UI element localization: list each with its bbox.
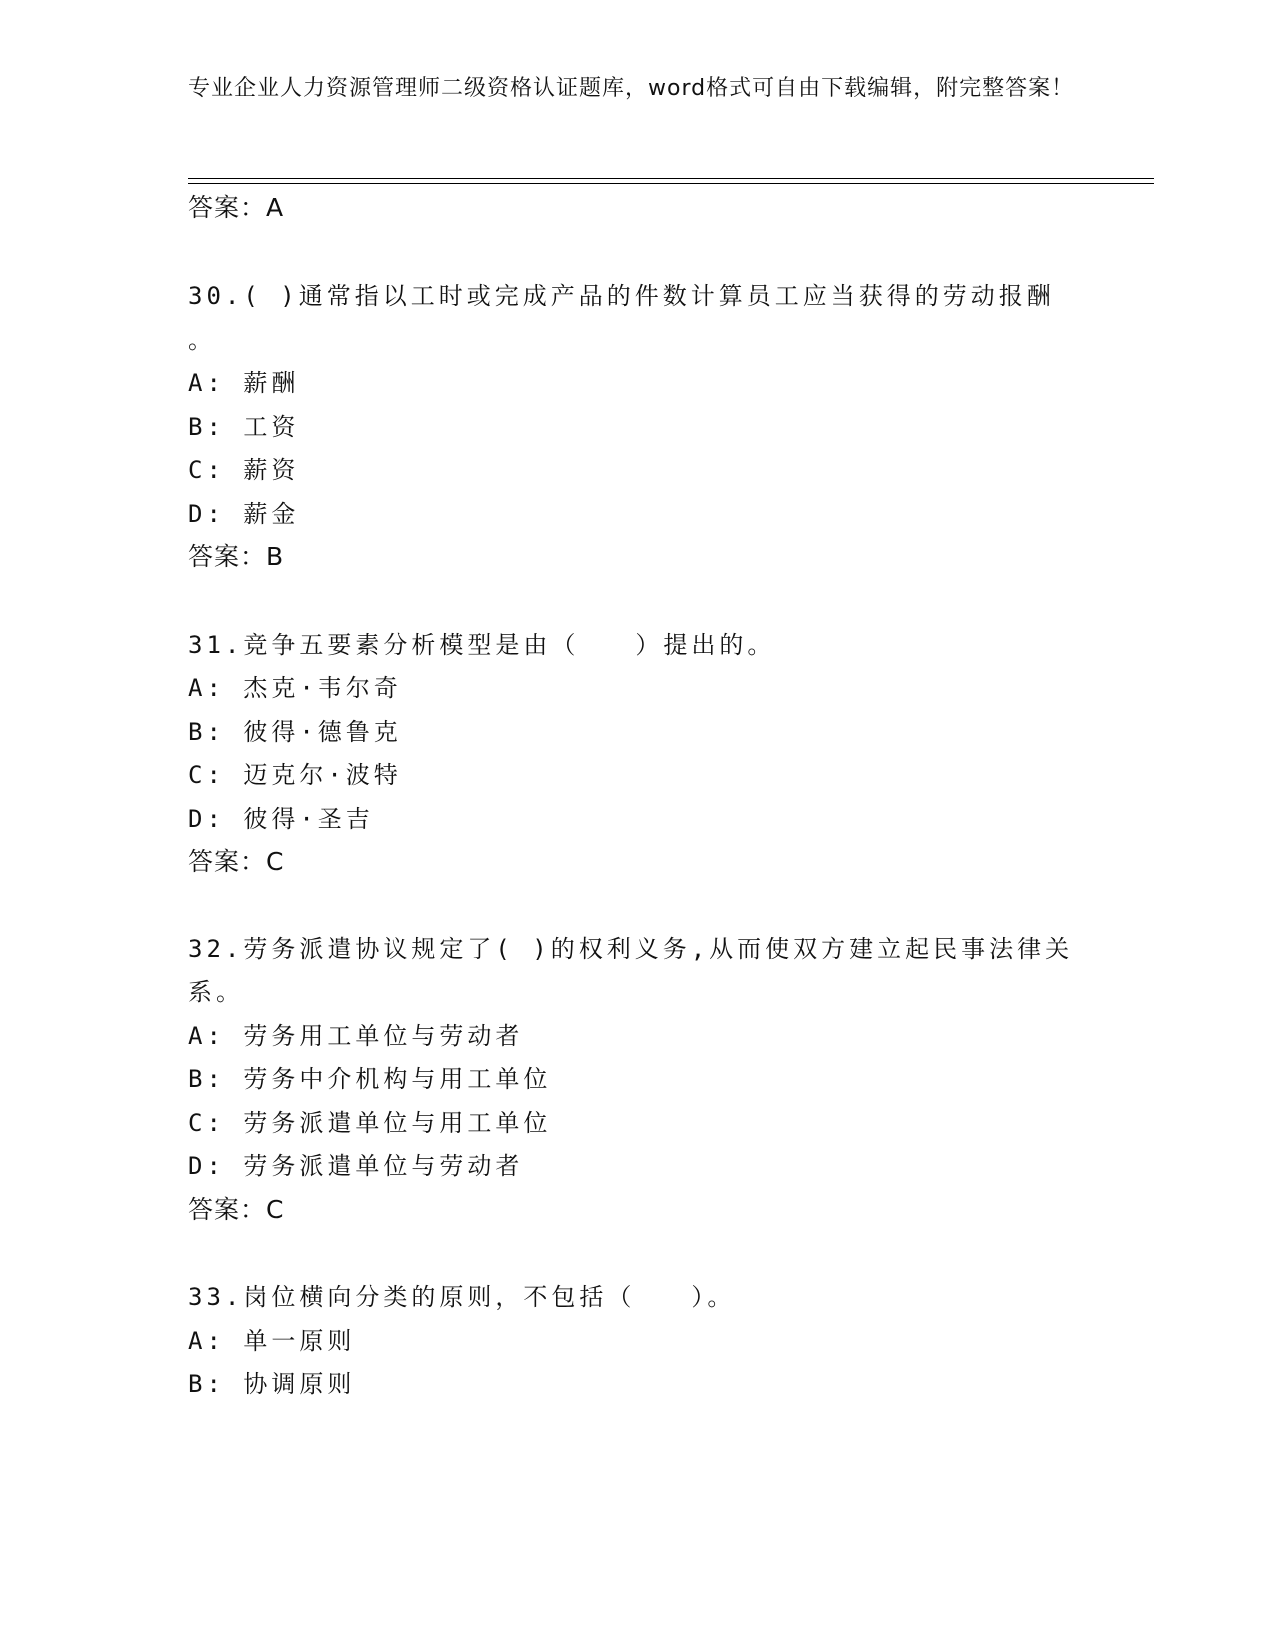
document-header: 专业企业人力资源管理师二级资格认证题库，word格式可自由下载编辑，附完整答案！	[188, 76, 1075, 101]
question-31-option-d: D: 彼得·圣吉	[188, 805, 374, 833]
question-32-text: 32.劳务派遣协议规定了( )的权利义务,从而使双方建立起民事法律关	[188, 935, 1074, 963]
question-32-option-c: C: 劳务派遣单位与用工单位	[188, 1109, 552, 1137]
question-33-option-a: A: 单一原则	[188, 1327, 356, 1355]
question-30-text-cont: 。	[188, 326, 216, 354]
question-33-text: 33.岗位横向分类的原则，不包括（ ）。	[188, 1283, 736, 1311]
question-30-option-d: D: 薪金	[188, 500, 300, 528]
question-30-answer: 答案：B	[188, 542, 285, 571]
header-divider-bottom	[188, 183, 1154, 184]
question-32-option-a: A: 劳务用工单位与劳动者	[188, 1022, 524, 1050]
question-31-answer: 答案：C	[188, 847, 285, 876]
question-30-option-c: C: 薪资	[188, 456, 300, 484]
question-32-answer: 答案：C	[188, 1195, 285, 1224]
question-32-option-b: B: 劳务中介机构与用工单位	[188, 1065, 552, 1093]
question-32-text-cont: 系。	[188, 978, 244, 1006]
question-30-option-a: A: 薪酬	[188, 369, 300, 397]
question-33-option-b: B: 协调原则	[188, 1370, 356, 1398]
answer-line: 答案：A	[188, 193, 285, 222]
question-31-text: 31.竞争五要素分析模型是由（ ）提出的。	[188, 631, 776, 659]
question-30-text: 30.( )通常指以工时或完成产品的件数计算员工应当获得的劳动报酬	[188, 282, 1055, 310]
question-31-option-b: B: 彼得·德鲁克	[188, 718, 402, 746]
question-31-option-c: C: 迈克尔·波特	[188, 761, 402, 789]
question-30-option-b: B: 工资	[188, 413, 300, 441]
question-32-option-d: D: 劳务派遣单位与劳动者	[188, 1152, 524, 1180]
question-31-option-a: A: 杰克·韦尔奇	[188, 674, 402, 702]
header-divider-top	[188, 178, 1154, 179]
